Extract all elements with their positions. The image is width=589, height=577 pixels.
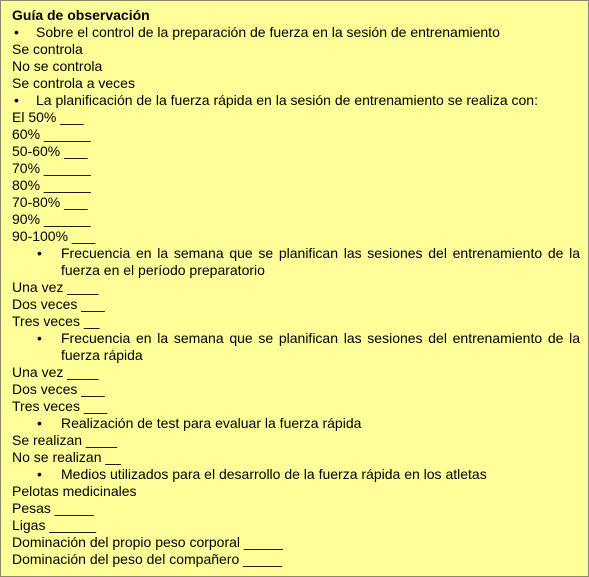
question-control-fuerza — [12, 24, 580, 41]
option: 70-80% ___ — [12, 194, 88, 210]
question-text: Frecuencia en la semana que se planifican las sesiones del entrenamiento de la fuerza en el período preparatorio — [61, 245, 580, 278]
option: Pesas _____ — [12, 500, 94, 516]
question-frecuencia-preparatorio — [12, 245, 580, 279]
bullet-icon: • — [37, 330, 42, 346]
option: Se realizan ____ — [12, 432, 118, 448]
option: Ligas ______ — [12, 517, 97, 533]
bullet-icon: • — [14, 24, 19, 40]
option: Dominación del peso del compañero _____ — [12, 551, 283, 567]
option: 80% ______ — [12, 177, 91, 193]
option: Dos veces ___ — [12, 381, 105, 397]
option: Dos veces ___ — [12, 296, 105, 312]
guide-title: Guía de observación — [12, 7, 150, 23]
option: 60% ______ — [12, 126, 91, 142]
bullet-icon: • — [37, 466, 42, 482]
option: 90% ______ — [12, 211, 91, 227]
option: Dominación del propio peso corporal _____ — [12, 534, 283, 550]
question-frecuencia-fuerza-rapida — [12, 330, 580, 364]
option: Se controla a veces — [12, 75, 135, 91]
option: Tres veces ___ — [12, 398, 108, 414]
option: Una vez ____ — [12, 279, 99, 295]
bullet-icon: • — [37, 415, 42, 431]
bullet-icon: • — [14, 92, 19, 108]
option: 50-60% ___ — [12, 143, 88, 159]
option: Una vez ____ — [12, 364, 99, 380]
option: No se controla — [12, 58, 103, 74]
bullet-icon: • — [37, 245, 42, 261]
question-text: Frecuencia en la semana que se planifican las sesiones del entrenamiento de la fuerza rápida — [61, 330, 580, 363]
question-text: Sobre el control de la preparación de fuerza en la sesión de entrenamiento — [36, 24, 500, 40]
option: El 50% ___ — [12, 109, 84, 125]
option: 90-100% ___ — [12, 228, 96, 244]
question-text: Realización de test para evaluar la fuerza rápida — [61, 415, 362, 431]
option: Se controla — [12, 41, 83, 57]
option: Pelotas medicinales — [12, 483, 137, 499]
question-medios-utilizados — [12, 466, 580, 483]
question-text: Medios utilizados para el desarrollo de la fuerza rápida en los atletas — [61, 466, 487, 482]
question-test-fuerza-rapida — [12, 415, 580, 432]
question-text: La planificación de la fuerza rápida en la sesión de entrenamiento se realiza con: — [36, 92, 538, 108]
option: Tres veces __ — [12, 313, 100, 329]
option: No se realizan __ — [12, 449, 121, 465]
option: 70% ______ — [12, 160, 91, 176]
question-planificacion-fuerza-rapida — [12, 92, 580, 109]
